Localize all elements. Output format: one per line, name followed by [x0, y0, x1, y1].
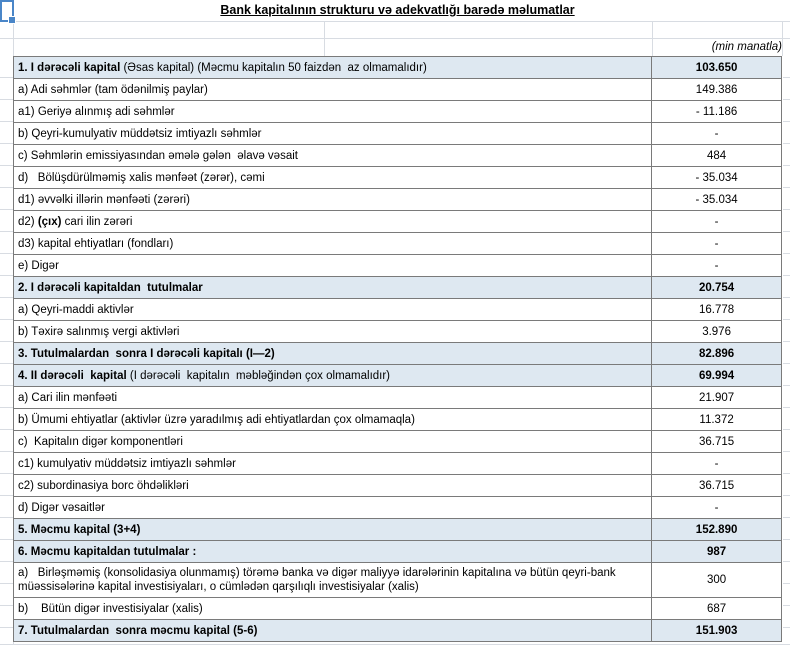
- table-row[interactable]: [13, 365, 782, 387]
- row-value-cell[interactable]: 36.715: [698, 479, 735, 492]
- row-value-cell[interactable]: -: [714, 237, 719, 250]
- table-row[interactable]: [13, 299, 782, 321]
- sheet-title[interactable]: [13, 0, 782, 21]
- table-row[interactable]: [13, 233, 782, 255]
- table-row[interactable]: [13, 277, 782, 299]
- gridline-col-d: [782, 21, 783, 56]
- row-value-cell[interactable]: 687: [706, 602, 727, 615]
- row-label-cell[interactable]: d2) (çıx) cari ilin zərəri: [14, 211, 652, 232]
- table-row[interactable]: [13, 475, 782, 497]
- row-label-cell[interactable]: c) Səhmlərin emissiyasından əmələ gələn əlavə vəsait: [14, 145, 652, 166]
- table-row[interactable]: [13, 189, 782, 211]
- table-row[interactable]: [13, 453, 782, 475]
- row-value-cell[interactable]: - 35.034: [695, 193, 738, 206]
- row-label-cell[interactable]: a) Adi səhmlər (tam ödənilmiş paylar): [14, 79, 652, 100]
- row-value-cell[interactable]: 16.778: [698, 303, 735, 316]
- capital-table-body: [13, 57, 782, 642]
- fill-handle[interactable]: [8, 16, 16, 24]
- row-label-cell[interactable]: d) Digər vəsaitlər: [14, 497, 652, 518]
- row-label-cell[interactable]: 7. Tutulmalardan sonra məcmu kapital (5-6): [14, 620, 652, 641]
- table-row[interactable]: [13, 123, 782, 145]
- row-value-cell[interactable]: 151.903: [695, 624, 738, 637]
- row-label-cell[interactable]: c1) kumulyativ müddətsiz imtiyazlı səhmlər: [14, 453, 652, 474]
- row-label-cell[interactable]: b) Bütün digər investisiyalar (xalis): [14, 598, 652, 619]
- row-label-cell[interactable]: d1) əvvəlki illərin mənfəəti (zərəri): [14, 189, 652, 210]
- row-value-cell[interactable]: 11.372: [699, 413, 734, 426]
- row-label-cell[interactable]: 2. I dərəcəli kapitaldan tutulmalar: [14, 277, 652, 298]
- row-label-cell[interactable]: 3. Tutulmalardan sonra I dərəcəli kapitalı (I—2): [14, 343, 652, 364]
- table-row[interactable]: [13, 431, 782, 453]
- row-value-cell[interactable]: 82.896: [698, 347, 735, 360]
- row-value-cell[interactable]: 21.907: [698, 391, 735, 404]
- row-value-cell[interactable]: 300: [706, 574, 727, 586]
- table-row[interactable]: [13, 343, 782, 365]
- gridline-row-1: [0, 21, 790, 22]
- row-label-cell[interactable]: 1. I dərəcəli kapital (Əsas kapital) (Məcmu kapitalın 50 faizdən az olmamalıdır): [14, 57, 652, 78]
- left-gutter-gridlines: [0, 56, 13, 640]
- row-label-cell[interactable]: a) Qeyri-maddi aktivlər: [14, 299, 652, 320]
- row-value-cell[interactable]: 149.386: [695, 83, 738, 96]
- row-value-cell[interactable]: -: [714, 215, 719, 228]
- row-label-cell[interactable]: b) Təxirə salınmış vergi aktivləri: [14, 321, 652, 342]
- unit-note[interactable]: (min manatla): [711, 41, 782, 53]
- row-value-cell[interactable]: -: [714, 501, 719, 514]
- table-row[interactable]: [13, 409, 782, 431]
- row-label-cell[interactable]: a1) Geriyə alınmış adi səhmlər: [14, 101, 652, 122]
- row-label-cell[interactable]: d) Bölüşdürülməmiş xalis mənfəət (zərər), cəmi: [14, 167, 652, 188]
- table-row[interactable]: [13, 145, 782, 167]
- row-value-cell[interactable]: 36.715: [698, 435, 735, 448]
- table-row[interactable]: [13, 598, 782, 620]
- row-label-cell[interactable]: 4. II dərəcəli kapital (I dərəcəli kapitalın məbləğindən çox olmamalıdır): [14, 365, 652, 386]
- table-row[interactable]: [13, 519, 782, 541]
- right-gutter-gridlines: [783, 56, 790, 640]
- row-value-cell[interactable]: 152.890: [695, 523, 738, 536]
- row-label-cell[interactable]: d3) kapital ehtiyatları (fondları): [14, 233, 652, 254]
- table-row[interactable]: [13, 620, 782, 642]
- row-label-cell[interactable]: b) Qeyri-kumulyativ müddətsiz imtiyazlı səhmlər: [14, 123, 652, 144]
- row-value-cell[interactable]: 484: [706, 149, 727, 162]
- sheet-title-text: Bank kapitalının strukturu və adekvatlığı barədə məlumatlar: [220, 3, 575, 17]
- row-label-cell[interactable]: b) Ümumi ehtiyatlar (aktivlər üzrə yaradılmış adi ehtiyatlardan çox olmamaqla): [14, 409, 652, 430]
- row-label-cell[interactable]: c2) subordinasiya borc öhdəlikləri: [14, 475, 652, 496]
- row-label-cell[interactable]: c) Kapitalın digər komponentləri: [14, 431, 652, 452]
- row-value-cell[interactable]: - 11.186: [695, 105, 738, 118]
- gridline-col-b: [324, 21, 325, 56]
- row-value-cell[interactable]: 3.976: [702, 325, 731, 338]
- row-label-cell[interactable]: a) Birləşməmiş (konsolidasiya olunmamış) törəmə banka və digər maliyyə idarələrinin kapitalına və bütün qeyri-bank müəssisələrinə kapital investisiyaları, o cümlədən qarşılıqlı investisiyalar (xalis): [14, 563, 652, 597]
- row-value-cell[interactable]: 103.650: [695, 61, 738, 74]
- row-value-cell[interactable]: - 35.034: [695, 171, 738, 184]
- selected-cell[interactable]: [0, 0, 14, 22]
- row-label-cell[interactable]: a) Cari ilin mənfəəti: [14, 387, 652, 408]
- row-value-cell[interactable]: -: [714, 127, 719, 140]
- table-row[interactable]: [13, 541, 782, 563]
- row-value-cell[interactable]: -: [714, 259, 719, 272]
- row-value-cell[interactable]: 987: [706, 545, 727, 558]
- capital-table: [13, 56, 782, 642]
- row-value-cell[interactable]: 69.994: [698, 369, 735, 382]
- row-label-cell[interactable]: e) Digər: [14, 255, 652, 276]
- table-row[interactable]: [13, 387, 782, 409]
- table-row[interactable]: [13, 211, 782, 233]
- table-row[interactable]: [13, 101, 782, 123]
- row-label-cell[interactable]: 5. Məcmu kapital (3+4): [14, 519, 652, 540]
- table-row[interactable]: [13, 497, 782, 519]
- table-row[interactable]: [13, 167, 782, 189]
- row-label-cell[interactable]: 6. Məcmu kapitaldan tutulmalar :: [14, 541, 652, 562]
- table-row[interactable]: [13, 79, 782, 101]
- row-value-cell[interactable]: 20.754: [698, 281, 735, 294]
- table-row[interactable]: [13, 57, 782, 79]
- table-row[interactable]: [13, 563, 782, 598]
- row-value-cell[interactable]: -: [714, 457, 719, 470]
- table-row[interactable]: [13, 255, 782, 277]
- table-row[interactable]: [13, 321, 782, 343]
